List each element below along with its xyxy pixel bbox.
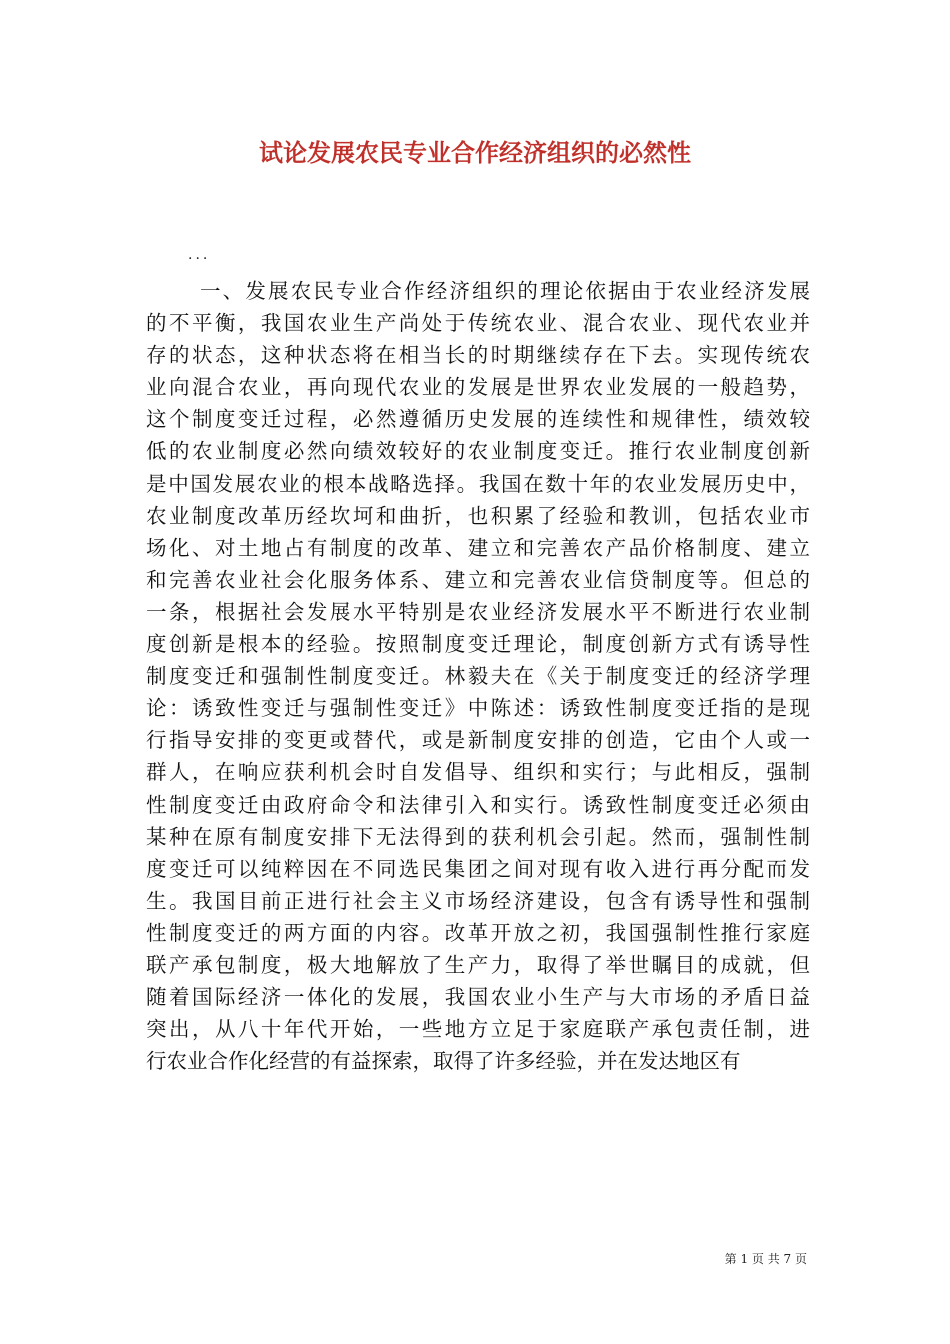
document-title: 试论发展农民专业合作经济组织的必然性 — [259, 138, 691, 167]
body-paragraph — [146, 275, 810, 1077]
text-line: 度创新是根本的经验。按照制度变迁理论，制度创新方式有诱导性 — [146, 632, 810, 657]
text-line: 一条，根据社会发展水平特别是农业经济发展水平不断进行农业制 — [146, 599, 810, 624]
text-line: 和完善农业社会化服务体系、建立和完善农业信贷制度等。但总的 — [146, 567, 810, 592]
text-line: 是中国发展农业的根本战略选择。我国在数十年的农业发展历史中， — [146, 471, 810, 496]
text-line: 业向混合农业，再向现代农业的发展是世界农业发展的一般趋势， — [146, 375, 810, 400]
text-line: 某种在原有制度安排下无法得到的获利机会引起。然而，强制性制 — [146, 824, 810, 849]
text-line: 群人，在响应获利机会时自发倡导、组织和实行；与此相反，强制 — [146, 760, 810, 785]
ellipsis-marker: ... — [188, 247, 211, 263]
text-line: 论：诱致性变迁与强制性变迁》中陈述：诱致性制度变迁指的是现 — [146, 696, 810, 721]
text-line: 联产承包制度，极大地解放了生产力，取得了举世瞩目的成就，但 — [146, 952, 810, 977]
page-number-footer: 第 1 页 共 7 页 — [724, 1252, 807, 1266]
text-line: 存的状态，这种状态将在相当长的时期继续存在下去。实现传统农 — [146, 343, 810, 368]
text-line: 制度变迁和强制性制度变迁。林毅夫在《关于制度变迁的经济学理 — [146, 664, 810, 689]
text-line: 随着国际经济一体化的发展，我国农业小生产与大市场的矛盾日益 — [146, 985, 810, 1010]
text-line: 性制度变迁由政府命令和法律引入和实行。诱致性制度变迁必须由 — [146, 792, 810, 817]
text-line: 一、发展农民专业合作经济组织的理论依据由于农业经济发展 — [200, 279, 810, 303]
text-line: 的不平衡，我国农业生产尚处于传统农业、混合农业、现代农业并 — [146, 311, 810, 336]
text-line: 这个制度变迁过程，必然遵循历史发展的连续性和规律性，绩效较 — [146, 407, 810, 432]
text-line: 性制度变迁的两方面的内容。改革开放之初，我国强制性推行家庭 — [146, 920, 810, 945]
text-line: 行农业合作化经营的有益探索，取得了许多经验，并在发达地区有 — [146, 1049, 741, 1074]
text-line: 场化、对土地占有制度的改革、建立和完善农产品价格制度、建立 — [146, 535, 810, 560]
text-line: 生。我国目前正进行社会主义市场经济建设，包含有诱导性和强制 — [146, 888, 810, 913]
text-line: 低的农业制度必然向绩效较好的农业制度变迁。推行农业制度创新 — [146, 439, 810, 464]
text-line: 行指导安排的变更或替代，或是新制度安排的创造，它由个人或一 — [146, 728, 810, 753]
text-line: 突出，从八十年代开始，一些地方立足于家庭联产承包责任制，进 — [146, 1017, 810, 1042]
text-line: 度变迁可以纯粹因在不同选民集团之间对现有收入进行再分配而发 — [146, 856, 810, 881]
text-line: 农业制度改革历经坎坷和曲折，也积累了经验和教训，包括农业市 — [146, 503, 810, 528]
